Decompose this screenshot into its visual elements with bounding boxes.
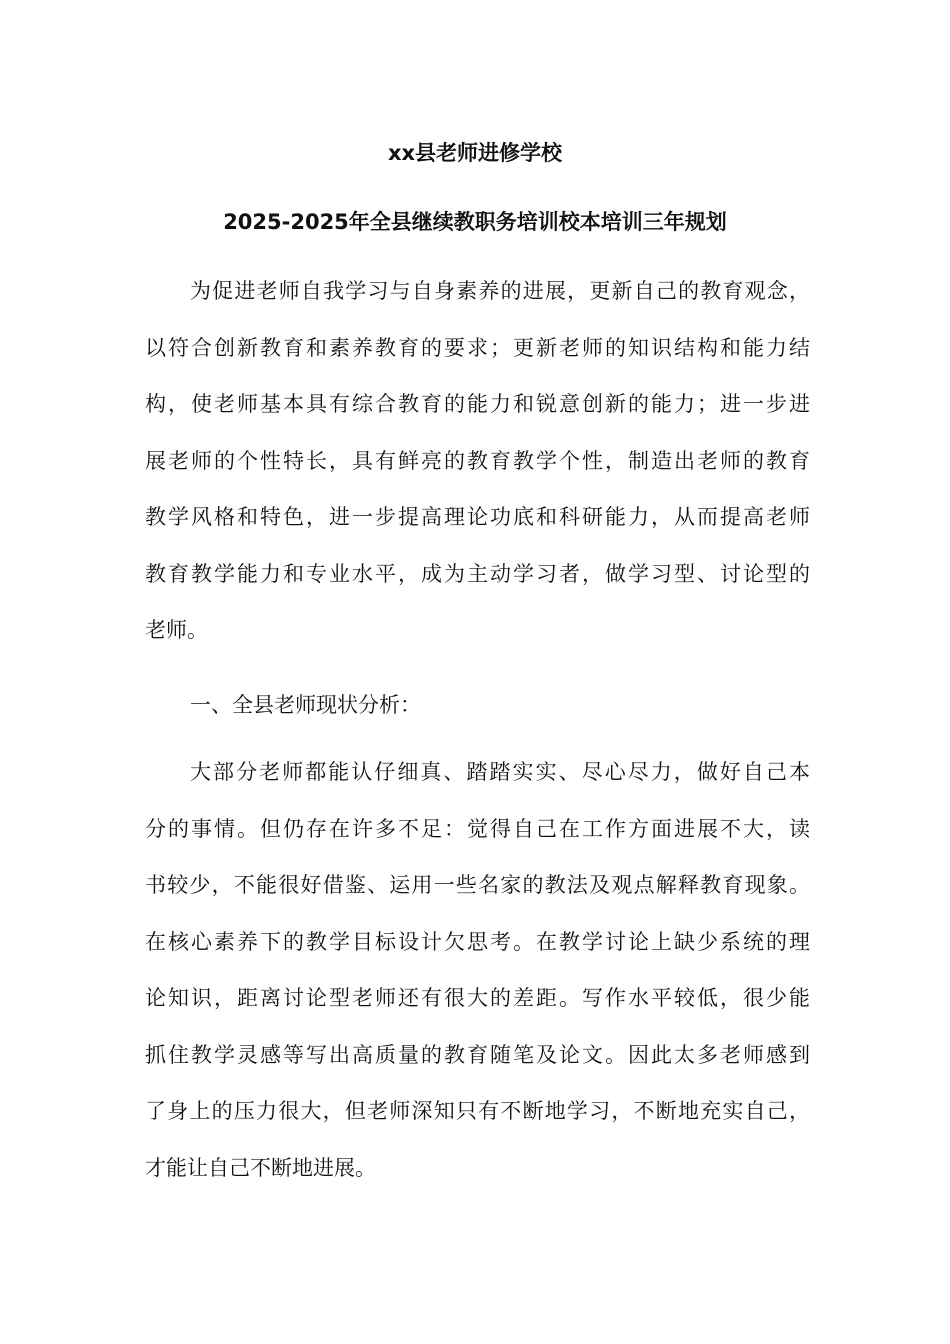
document-title-school: xx县老师进修学校 bbox=[387, 141, 563, 165]
paragraph-line: 为促进老师自我学习与自身素养的进展，更新自己的教育观念， bbox=[190, 279, 810, 303]
paragraph-line: 论知识，距离讨论型老师还有很大的差距。写作水平较低，很少能 bbox=[145, 986, 810, 1010]
section-1-paragraph bbox=[145, 744, 810, 1196]
paragraph-line: 展老师的个性特长，具有鲜亮的教育教学个性，制造出老师的教育 bbox=[145, 448, 810, 473]
paragraph-line: 分的事情。但仍存在许多不足：觉得自己在工作方面进展不大，读 bbox=[145, 816, 810, 841]
paragraph-line: 构，使老师基本具有综合教育的能力和锐意创新的能力；进一步进 bbox=[145, 392, 810, 416]
paragraph-line: 了身上的压力很大，但老师深知只有不断地学习，不断地充实自己， bbox=[145, 1099, 810, 1123]
paragraph-line: 才能让自己不断地进展。 bbox=[145, 1155, 376, 1180]
paragraph-line: 在核心素养下的教学目标设计欠思考。在教学讨论上缺少系统的理 bbox=[145, 929, 810, 954]
paragraph-line: 老师。 bbox=[145, 618, 208, 642]
paragraph-line: 教学风格和特色，进一步提高理论功底和科研能力，从而提高老师 bbox=[145, 505, 810, 529]
paragraph-line: 以符合创新教育和素养教育的要求；更新老师的知识结构和能力结 bbox=[145, 335, 810, 360]
section-1-heading: 一、全县老师现状分析： bbox=[190, 693, 421, 717]
section-heading bbox=[145, 677, 810, 734]
document-title-plan: 2025-2025年全县继续教职务培训校本培训三年规划 bbox=[223, 210, 727, 234]
paragraph-line: 书较少，不能很好借鉴、运用一些名家的教法及观点解释教育现象。 bbox=[145, 873, 810, 897]
paragraph-line: 大部分老师都能认仔细真、踏踏实实、尽心尽力，做好自己本 bbox=[190, 760, 810, 784]
paragraph-line: 抓住教学灵感等写出高质量的教育随笔及论文。因此太多老师感到 bbox=[145, 1042, 810, 1067]
paragraph-line: 教育教学能力和专业水平，成为主动学习者，做学习型、讨论型的 bbox=[145, 561, 810, 586]
intro-paragraph bbox=[145, 263, 810, 659]
